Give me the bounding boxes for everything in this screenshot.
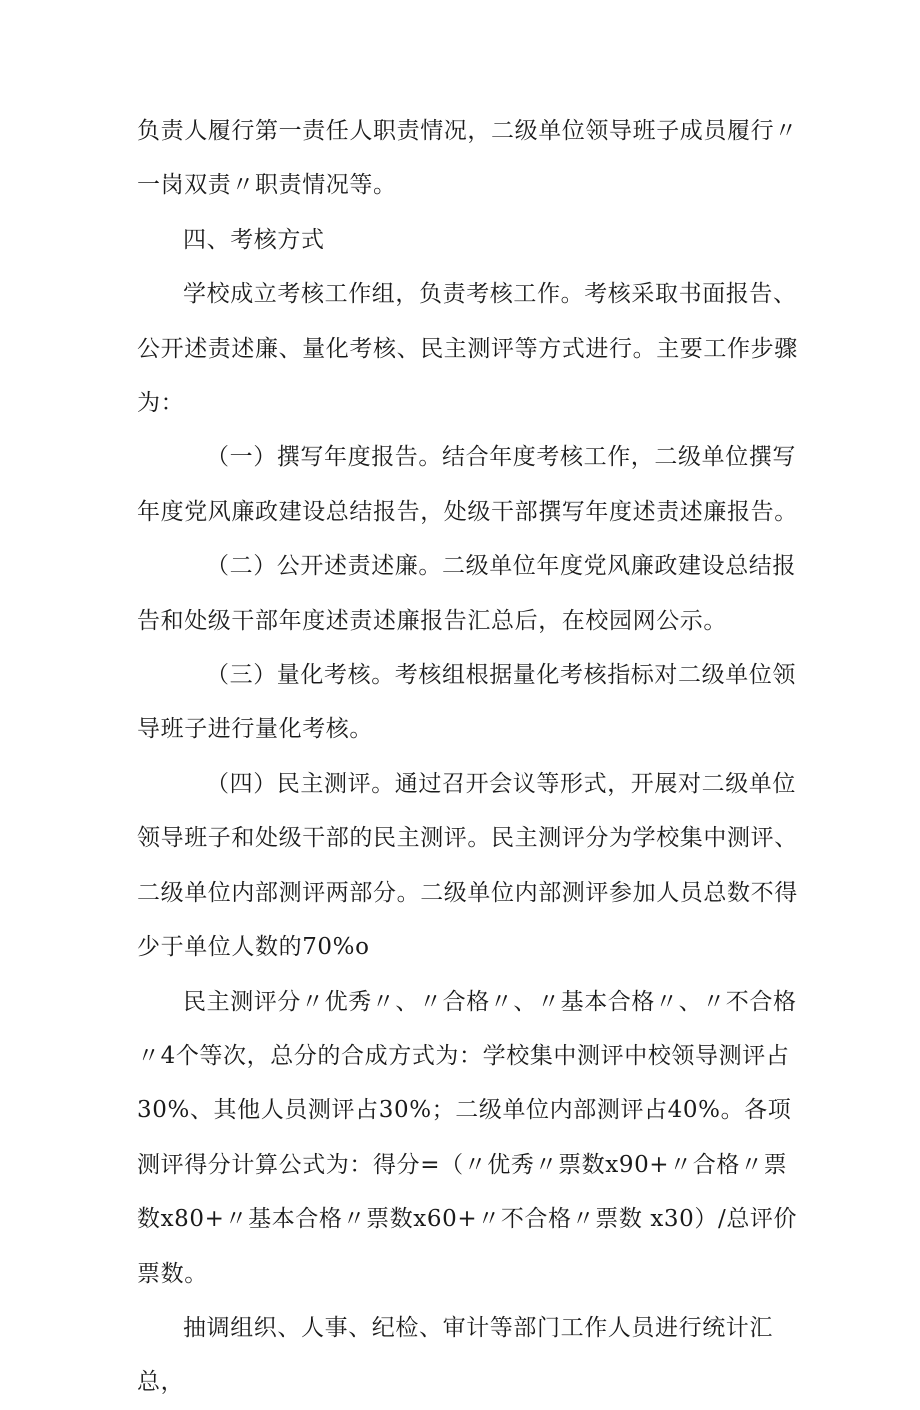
paragraph-step-public-report: （二）公开述责述廉。二级单位年度党风廉政建设总结报告和处级干部年度述责述廉报告汇总后，在校园网公示。 [137,553,796,634]
paragraph-step-quantified-assessment: （三）量化考核。考核组根据量化考核指标对二级单位领导班子进行量化考核。 [137,662,796,743]
document-body [137,104,805,1410]
paragraph-assessment-group: 学校成立考核工作组，负责考核工作。考核采取书面报告、公开述责述廉、量化考核、民主测评等方式进行。主要工作步骤为： [137,281,798,417]
paragraph-scoring-formula: 民主测评分〃优秀〃、〃合格〃、〃基本合格〃、〃不合格〃4个等次，总分的合成方式为：学校集中测评中校领导测评占30%、其他人员测评占30%；二级单位内部测评占40%。各项测评得分计算公式为：得分=（〃优秀〃票数x90+〃合格〃票数x80+〃基本合格〃票数x60+〃不合格〃票数 x30）/总评价票数。 [137,988,798,1287]
paragraph-statistics-staff: 抽调组织、人事、纪检、审计等部门工作人员进行统计汇总， [137,1314,773,1396]
section-heading-assessment-method: 四、考核方式 [183,226,325,253]
paragraph-duty-continuation: 负责人履行第一责任人职责情况，二级单位领导班子成员履行〃一岗双责〃职责情况等。 [137,118,798,199]
paragraph-step-annual-report: （一）撰写年度报告。结合年度考核工作，二级单位撰写年度党风廉政建设总结报告，处级干部撰写年度述责述廉报告。 [137,444,798,525]
paragraph-step-democratic-evaluation: （四）民主测评。通过召开会议等形式，开展对二级单位领导班子和处级干部的民主测评。民主测评分为学校集中测评、二级单位内部测评两部分。二级单位内部测评参加人员总数不得少于单位人数的70%o [137,770,798,961]
